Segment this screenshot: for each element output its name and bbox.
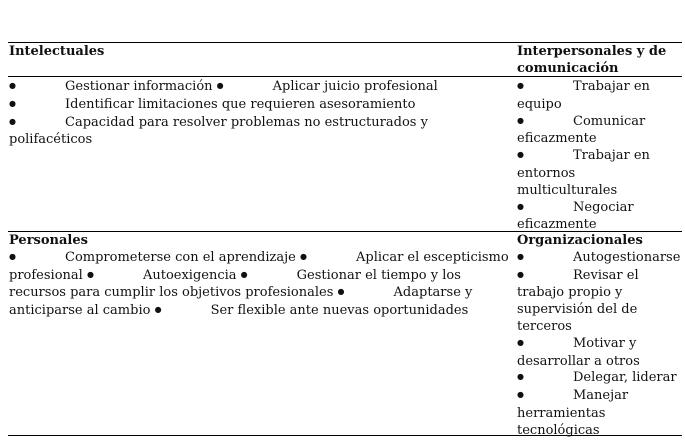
list-item: ●Capacidad para resolver problemas no estructurados y polifacéticos [9, 115, 504, 150]
interpersonales-list [517, 79, 657, 234]
bullet-icon [9, 79, 17, 97]
organizacionales-cell [517, 233, 683, 440]
list-item: ●Autogestionarse [517, 250, 683, 268]
header-intelectuales: Intelectuales [9, 44, 105, 59]
list-item: ●Delegar, liderar [517, 370, 683, 388]
bullet-icon [9, 97, 17, 115]
header-organizacionales: Organizacionales [517, 233, 643, 248]
bullet-icon [241, 268, 249, 286]
bullet-icon [217, 79, 225, 97]
bullet-icon [517, 370, 525, 388]
list-item: ●Motivar y desarrollar a otros [517, 336, 683, 371]
personales-list: ●Comprometerse con el aprendizaje ● Aplicar el escepticismo profesional ● Autoexigencia ● Gestionar el tiempo y los recursos para cumplir los objetivos profesionales ● Adaptarse y anticiparse al cambio ● Ser flexible ante nuevas oportunidades [9, 250, 514, 321]
bullet-icon [300, 250, 308, 268]
bullet-icon [517, 268, 525, 286]
list-item: ●Negociar eficazmente [517, 200, 657, 235]
personales-cell [9, 233, 514, 321]
bullet-icon [517, 388, 525, 406]
bullet-icon [517, 200, 525, 218]
header-personales: Personales [9, 233, 88, 248]
bullet-icon [9, 115, 17, 133]
list-item: ●Trabajar en entornos multiculturales [517, 148, 657, 199]
bullet-icon [517, 336, 525, 354]
intelectuales-list [9, 79, 504, 149]
bullet-icon [517, 148, 525, 166]
list-item: ●Revisar el trabajo propio y supervisión del de terceros [517, 268, 683, 336]
list-item: ●Gestionar información ● Aplicar juicio profesional [9, 79, 504, 97]
table-top-rule [8, 42, 682, 43]
bullet-icon [338, 285, 346, 303]
bullet-icon [517, 79, 525, 97]
bullet-icon [87, 268, 95, 286]
bullet-icon [155, 303, 163, 321]
list-item: ●Identificar limitaciones que requieren asesoramiento [9, 97, 504, 115]
list-item: ●Comunicar eficazmente [517, 114, 657, 149]
list-item: ●Trabajar en equipo [517, 79, 657, 114]
header-interpersonales: Interpersonales y de comunicación [517, 44, 667, 76]
list-item: ●Manejar herramientas tecnológicas [517, 388, 683, 439]
bullet-icon [517, 114, 525, 132]
bullet-icon [9, 250, 17, 268]
bullet-icon [517, 250, 525, 268]
